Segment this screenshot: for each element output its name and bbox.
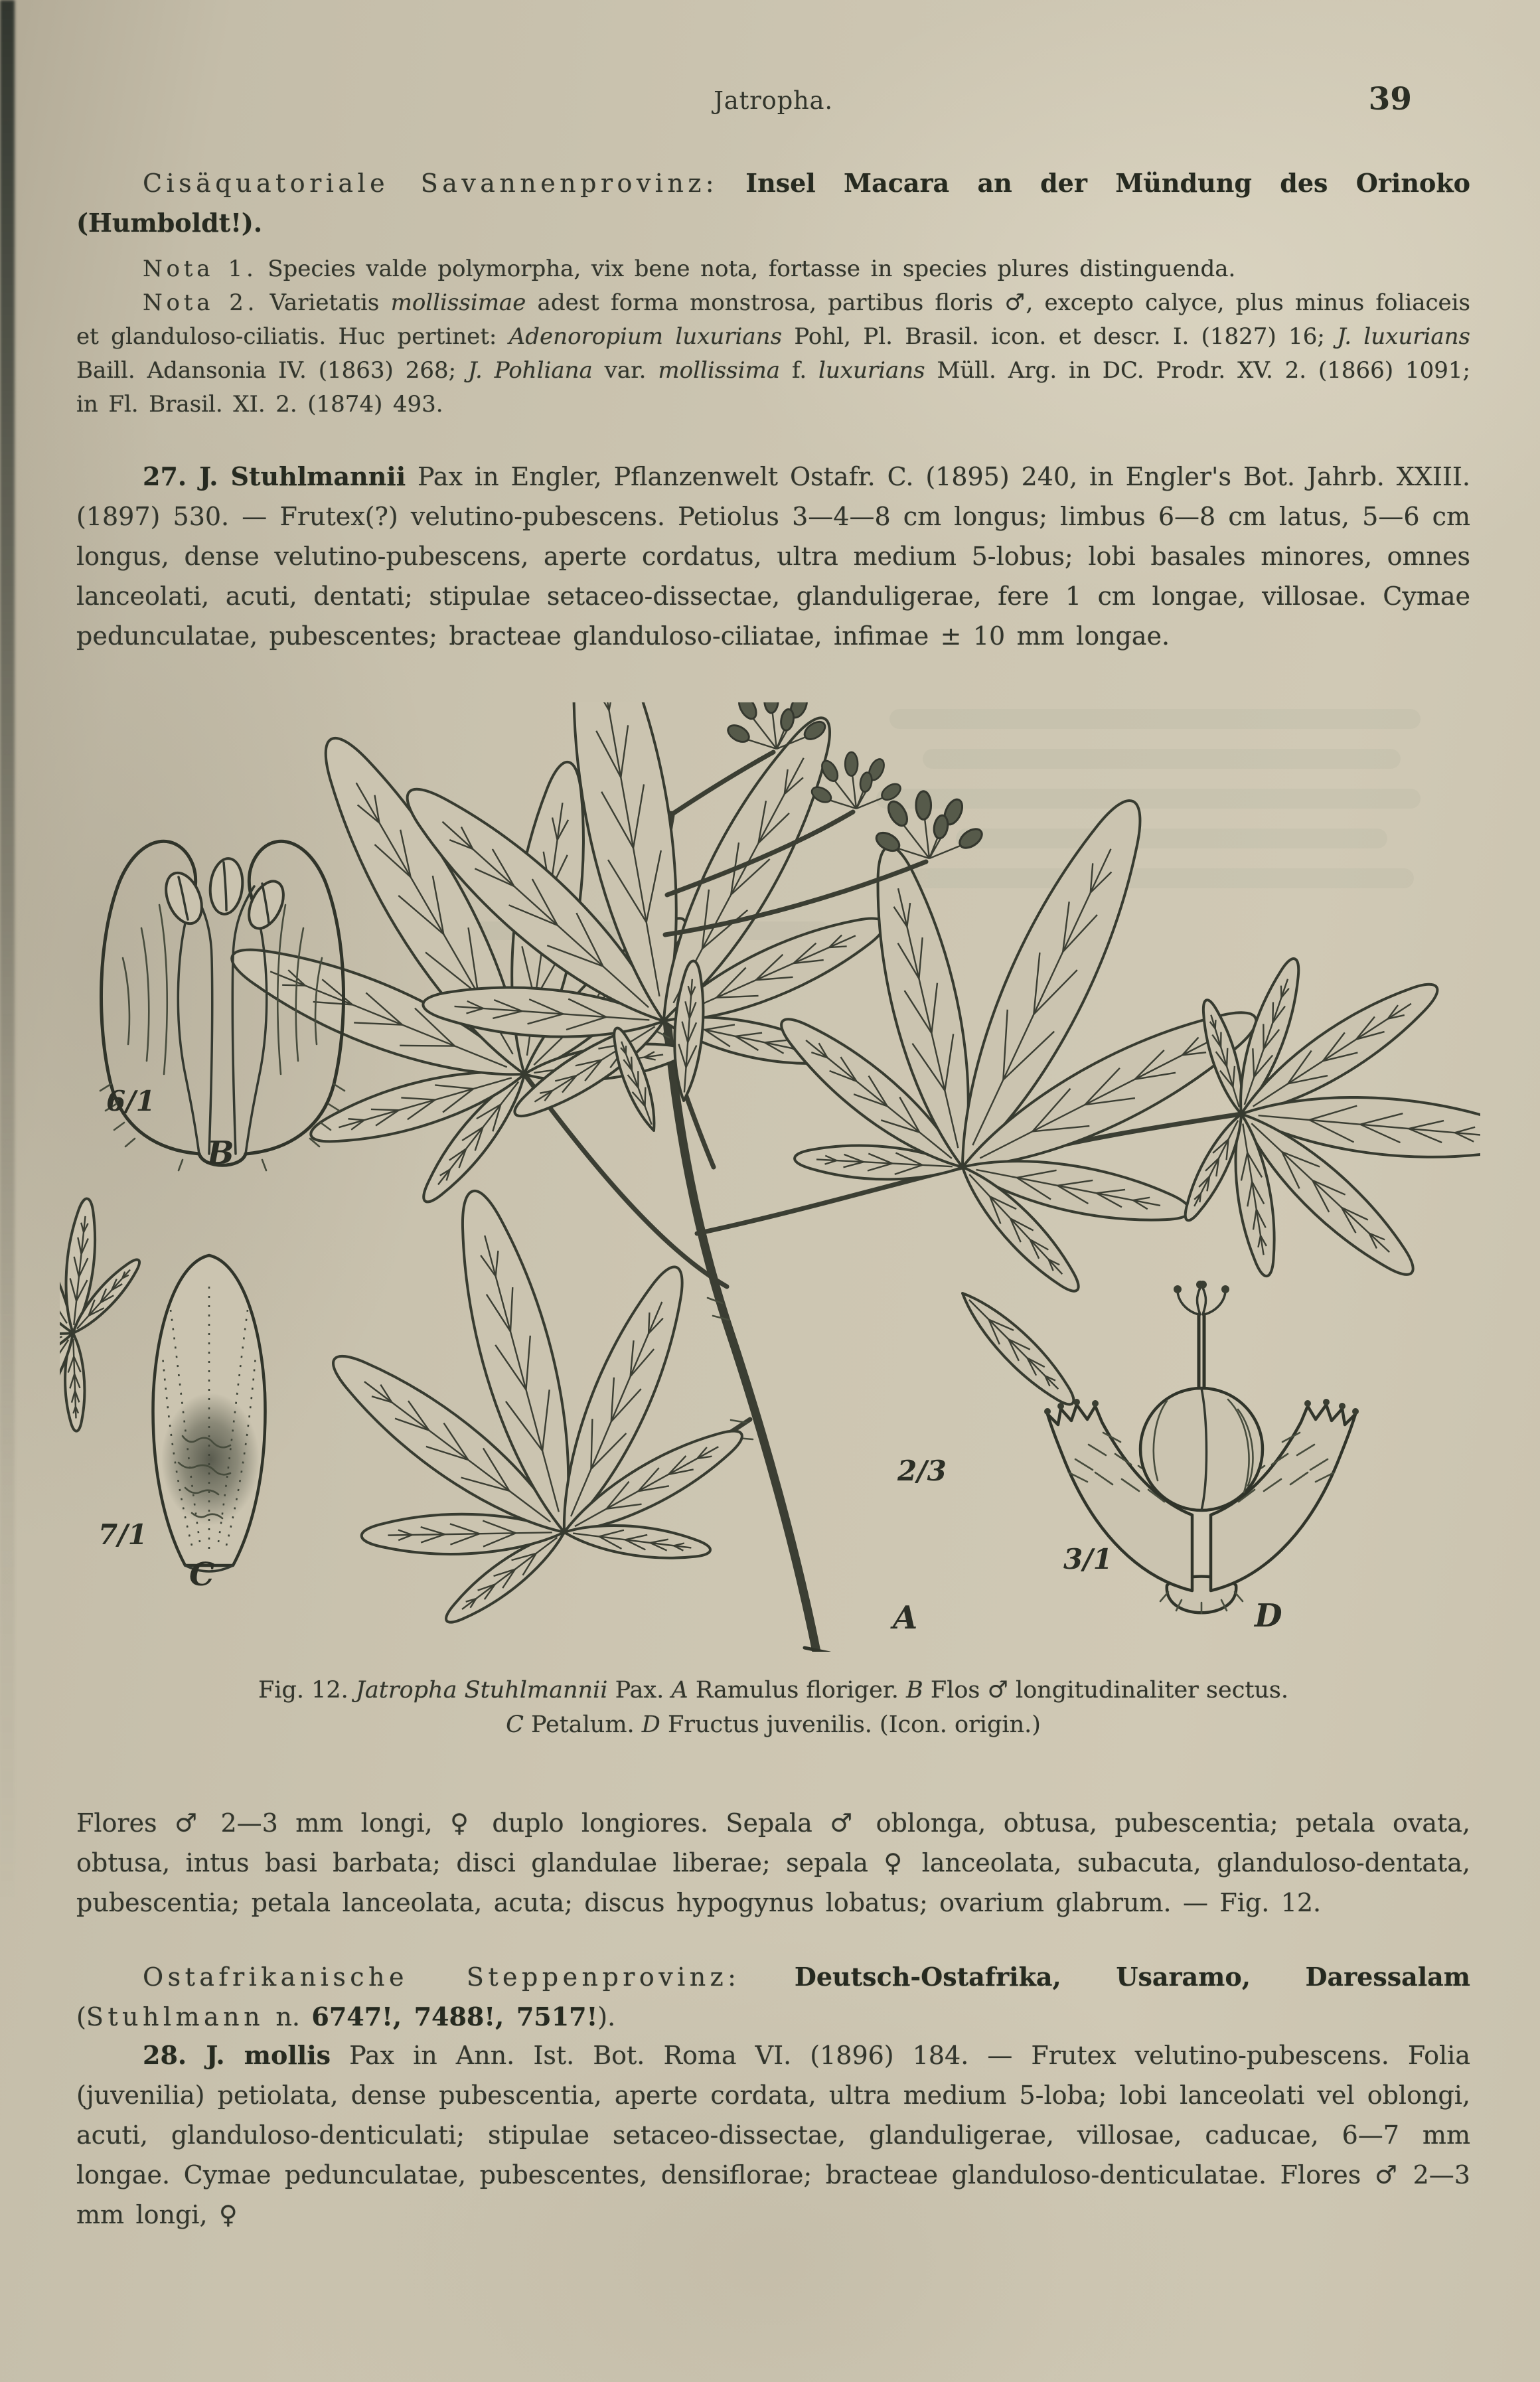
paragraph-nota-2 bbox=[76, 286, 1470, 422]
text-segment: n. bbox=[264, 2002, 312, 2031]
scale-label-a: 2/3 bbox=[897, 1455, 947, 1487]
paragraph-flores bbox=[76, 1803, 1470, 1923]
text-segment: var. bbox=[592, 357, 658, 384]
text-segment: Cisäquatoriale Savannenprovinz: bbox=[143, 169, 719, 198]
text-segment: mollissimae bbox=[390, 289, 526, 316]
text-segment: Ostafrikanische Steppenprovinz: bbox=[143, 1962, 741, 1992]
nota-block bbox=[76, 252, 1470, 422]
figure-caption-line2 bbox=[106, 1707, 1440, 1742]
paragraph-species-27 bbox=[76, 457, 1470, 656]
binding-shadow bbox=[0, 0, 15, 2382]
scale-label-c: 7/1 bbox=[98, 1518, 147, 1551]
text-segment: Nota 1. bbox=[143, 256, 258, 282]
text-segment: 27. J. Stuhlmannii bbox=[143, 461, 406, 491]
text-segment: B bbox=[906, 1677, 923, 1704]
text-segment: D bbox=[641, 1711, 660, 1738]
paragraph-nota-1 bbox=[76, 252, 1470, 286]
page-header bbox=[76, 81, 1470, 133]
text-segment: Varietatis bbox=[258, 289, 391, 316]
text-segment: mollissima bbox=[658, 357, 781, 384]
text-segment: Fig. 12. bbox=[258, 1677, 356, 1704]
text-segment: Petalum. bbox=[523, 1711, 642, 1738]
text-segment: Pax. bbox=[607, 1677, 672, 1704]
text-segment: 28. J. mollis bbox=[143, 2040, 331, 2070]
figure-12-illustration bbox=[60, 702, 1480, 1652]
text-segment: ). bbox=[597, 2002, 616, 2031]
letter-label-c: C bbox=[189, 1556, 215, 1593]
text-segment: Insel Macara an der Mündung des Orinoko (Humboldt!). bbox=[76, 168, 1470, 238]
scale-label-d: 3/1 bbox=[1063, 1543, 1113, 1575]
text-segment: luxurians bbox=[818, 357, 925, 384]
text-segment: Pohl, Pl. Brasil. icon. et descr. I. (1827) 16; bbox=[782, 323, 1338, 350]
text-segment: Stuhlmann bbox=[86, 2002, 265, 2031]
text-segment: Species valde polymorpha, vix bene nota, fortasse in species plures distinguenda. bbox=[257, 256, 1236, 282]
text-segment: A bbox=[671, 1677, 688, 1704]
figure-caption-line1 bbox=[106, 1673, 1440, 1707]
scale-label-b: 6/1 bbox=[106, 1085, 155, 1117]
text-segment bbox=[718, 169, 745, 198]
text-segment: f. bbox=[780, 357, 819, 384]
letter-label-d: D bbox=[1255, 1597, 1282, 1634]
figure-caption bbox=[106, 1673, 1440, 1742]
paragraph-species-28 bbox=[76, 2035, 1470, 2235]
detail-c-petal bbox=[153, 1255, 265, 1571]
text-segment: Flos ♂ longitudinaliter sectus. bbox=[923, 1677, 1289, 1704]
text-segment: Pax in Ann. Ist. Bot. Roma VI. (1896) 184. — Frutex velutino-pubescens. Folia (juvenilia) petiolata, dense pubescentia, aperte cordata, ultra medium 5-loba; lobi lanceolati vel oblongi, acuti, glanduloso-denticulati; stipulae setaceo-dissectae, glanduligerae, villosae, caducae, 6—7 mm longae. Cymae pedunculatae, pubescentes, densiflorae; bracteae glanduloso-denticulatae. Flores ♂ 2—3 mm longi, ♀ bbox=[76, 2041, 1470, 2229]
running-title: Jatropha. bbox=[714, 86, 833, 115]
text-segment bbox=[740, 1962, 794, 1992]
text-segment: J. luxurians bbox=[1337, 323, 1471, 350]
text-segment: ( bbox=[76, 2002, 86, 2031]
text-segment: 6747!, 7488!, 7517! bbox=[311, 2002, 598, 2031]
text-segment: C bbox=[506, 1711, 524, 1738]
paragraph-locality-ostafrika bbox=[76, 1957, 1470, 2037]
text-segment: adest forma monstrosa, partibus floris ♂, excepto calyce, plus minus foliaceis et glanduloso-ciliatis. Huc pertinet: bbox=[76, 289, 1470, 350]
text-segment: Fructus juvenilis. (Icon. origin.) bbox=[660, 1711, 1041, 1738]
text-segment: Pax in Engler, Pflanzenwelt Ostafr. C. (1895) 240, in Engler's Bot. Jahrb. XXIII. (1897) 530. — Frutex(?) velutino-pubescens. Petiolus 3—4—8 cm longus; limbus 6—8 cm latus, 5—6 cm longus, dense velutino-pubescens, aperte cordatus, ultra medium 5-lobus; lobi basales minores, omnes lanceolati, acuti, dentati; stipulae setaceo-dissectae, glanduligerae, fere 1 cm longae, villosae. Cymae pedunculatae, pubescentes; bracteae glanduloso-ciliatae, infimae ± 10 mm longae. bbox=[76, 462, 1470, 651]
page-number: 39 bbox=[1368, 81, 1412, 118]
text-segment: Adenoropium luxurians bbox=[508, 323, 783, 350]
letter-label-a: A bbox=[893, 1599, 918, 1636]
text-segment: Baill. Adansonia IV. (1863) 268; bbox=[76, 357, 468, 384]
text-segment: Deutsch-Ostafrika, Usaramo, Daressalam bbox=[794, 1962, 1470, 1992]
text-segment: J. Pohliana bbox=[467, 357, 593, 384]
text-segment: Müll. Arg. in DC. Prodr. XV. 2. (1866) 1091; in Fl. Brasil. XI. 2. (1874) 493. bbox=[76, 357, 1470, 418]
text-segment: Nota 2. bbox=[143, 289, 259, 316]
letter-label-b: B bbox=[207, 1135, 234, 1172]
text-segment: Jatropha Stuhlmannii bbox=[355, 1677, 608, 1704]
botanical-illustration-svg bbox=[60, 702, 1480, 1652]
text-segment: Ramulus floriger. bbox=[688, 1677, 906, 1704]
paragraph-locality-orinoko bbox=[76, 163, 1470, 243]
text-segment: Flores ♂ 2—3 mm longi, ♀ duplo longiores. Sepala ♂ oblonga, obtusa, pubescentia; petala ovata, obtusa, intus basi barbata; disci glandulae liberae; sepala ♀ lanceolata, subacuta, glanduloso-dentata, pubescentia; petala lanceolata, acuta; discus hypogynus lobatus; ovarium glabrum. — Fig. 12. bbox=[76, 1808, 1470, 1917]
